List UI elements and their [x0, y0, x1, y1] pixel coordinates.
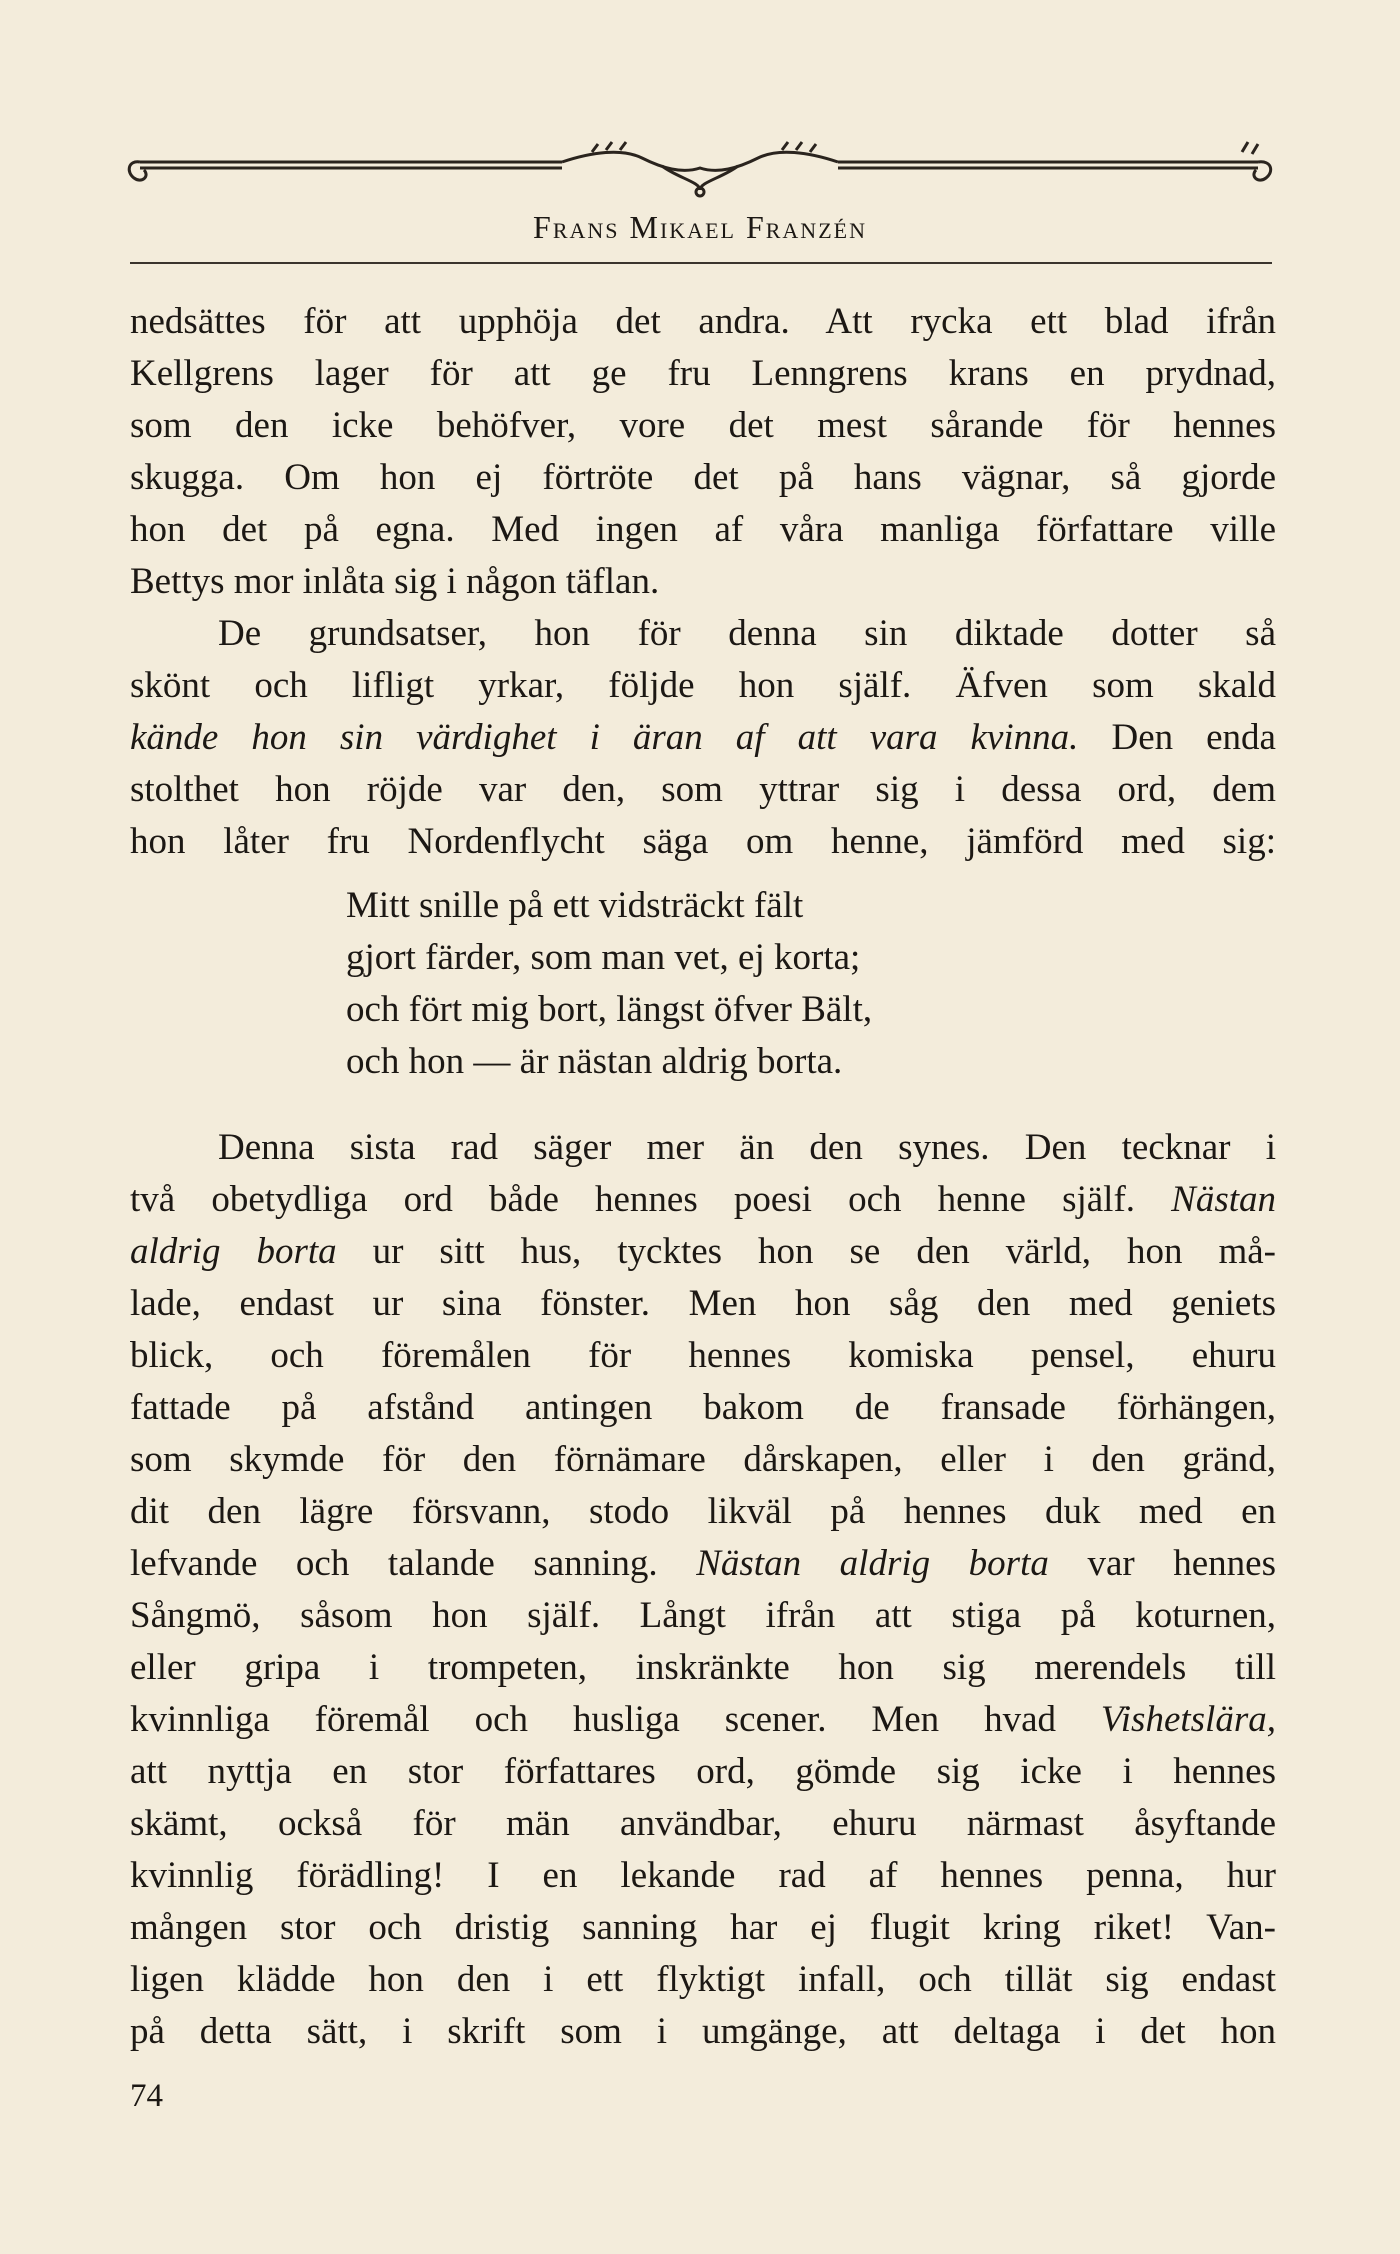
text-line: blick, och föremålen för hennes komiska pensel, ehuru	[130, 1335, 1276, 1376]
paragraph-3	[130, 1122, 1276, 2058]
text-line: stolthet hon röjde var den, som yttrar sig i dessa ord, dem	[130, 769, 1276, 810]
text-line: kvinnliga föremål och husliga scener. Men hvad Vishetslära,	[130, 1699, 1276, 1740]
text-line: kvinnlig förädling! I en lekande rad af hennes penna, hur	[130, 1855, 1276, 1896]
italic-phrase: Nästan aldrig borta	[696, 1543, 1049, 1584]
text-line: skugga. Om hon ej förtröte det på hans vägnar, så gjorde	[130, 457, 1276, 498]
italic-phrase: kände hon sin värdighet i äran af att vara kvinna.	[130, 717, 1079, 758]
text-line: aldrig borta ur sitt hus, tycktes hon se den värld, hon må-	[130, 1231, 1276, 1272]
italic-phrase: aldrig borta	[130, 1231, 337, 1272]
text-line: skönt och lifligt yrkar, följde hon själf. Äfven som skald	[130, 665, 1276, 706]
text-line: lade, endast ur sina fönster. Men hon såg den med geniets	[130, 1283, 1276, 1324]
text-line: som skymde för den förnämare dårskapen, eller i den gränd,	[130, 1439, 1276, 1480]
text-line: De grundsatser, hon för denna sin diktade dotter så	[218, 613, 1276, 654]
paragraph-2	[130, 608, 1276, 868]
text-line: två obetydliga ord både hennes poesi och henne själf. Nästan	[130, 1179, 1276, 1220]
verse-line: Mitt snille på ett vidsträckt fält	[346, 885, 804, 926]
text-line: mången stor och dristig sanning har ej flugit kring riket! Van-	[130, 1907, 1276, 1948]
header-ornament	[122, 138, 1278, 208]
italic-phrase: Nästan	[1171, 1179, 1276, 1220]
text-line: Bettys mor inlåta sig i någon täflan.	[130, 561, 660, 602]
verse-line: och fört mig bort, längst öfver Bält,	[346, 989, 873, 1030]
text-line: dit den lägre försvann, stodo likväl på hennes duk med en	[130, 1491, 1276, 1532]
text-line: att nyttja en stor författares ord, gömde sig icke i hennes	[130, 1751, 1276, 1792]
text-line: Sångmö, såsom hon själf. Långt ifrån att stiga på koturnen,	[130, 1595, 1276, 1636]
text-line: nedsättes för att upphöja det andra. Att rycka ett blad ifrån	[130, 301, 1276, 342]
text-line: hon det på egna. Med ingen af våra manliga författare ville	[130, 509, 1276, 550]
text-line: lefvande och talande sanning. Nästan aldrig borta var hennes	[130, 1543, 1276, 1584]
text-line: kände hon sin värdighet i äran af att vara kvinna. Den enda	[130, 717, 1276, 758]
header-rule	[130, 262, 1272, 264]
verse-line: och hon — är nästan aldrig borta.	[346, 1041, 843, 1082]
text-line: fattade på afstånd antingen bakom de fransade förhängen,	[130, 1387, 1276, 1428]
verse-quotation	[346, 880, 872, 1088]
text-line: på detta sätt, i skrift som i umgänge, att deltaga i det hon	[130, 2011, 1276, 2052]
text-line: Kellgrens lager för att ge fru Lenngrens krans en prydnad,	[130, 353, 1276, 394]
running-title: Frans Mikael Franzén	[533, 209, 867, 245]
text-line: ligen klädde hon den i ett flyktigt infall, och tillät sig endast	[130, 1959, 1276, 2000]
text-line: Denna sista rad säger mer än den synes. Den tecknar i	[218, 1127, 1276, 1168]
text-line: som den icke behöfver, vore det mest sårande för hennes	[130, 405, 1276, 446]
verse-line: gjort färder, som man vet, ej korta;	[346, 937, 861, 978]
italic-phrase: Vishetslära,	[1100, 1699, 1276, 1740]
text-line: hon låter fru Nordenflycht säga om henne, jämförd med sig:	[130, 821, 1276, 862]
paragraph-1	[130, 296, 1276, 608]
page-number: 74	[130, 2078, 163, 2114]
text-line: eller gripa i trompeten, inskränkte hon sig merendels till	[130, 1647, 1276, 1688]
text-line: skämt, också för män användbar, ehuru närmast åsyftande	[130, 1803, 1276, 1844]
